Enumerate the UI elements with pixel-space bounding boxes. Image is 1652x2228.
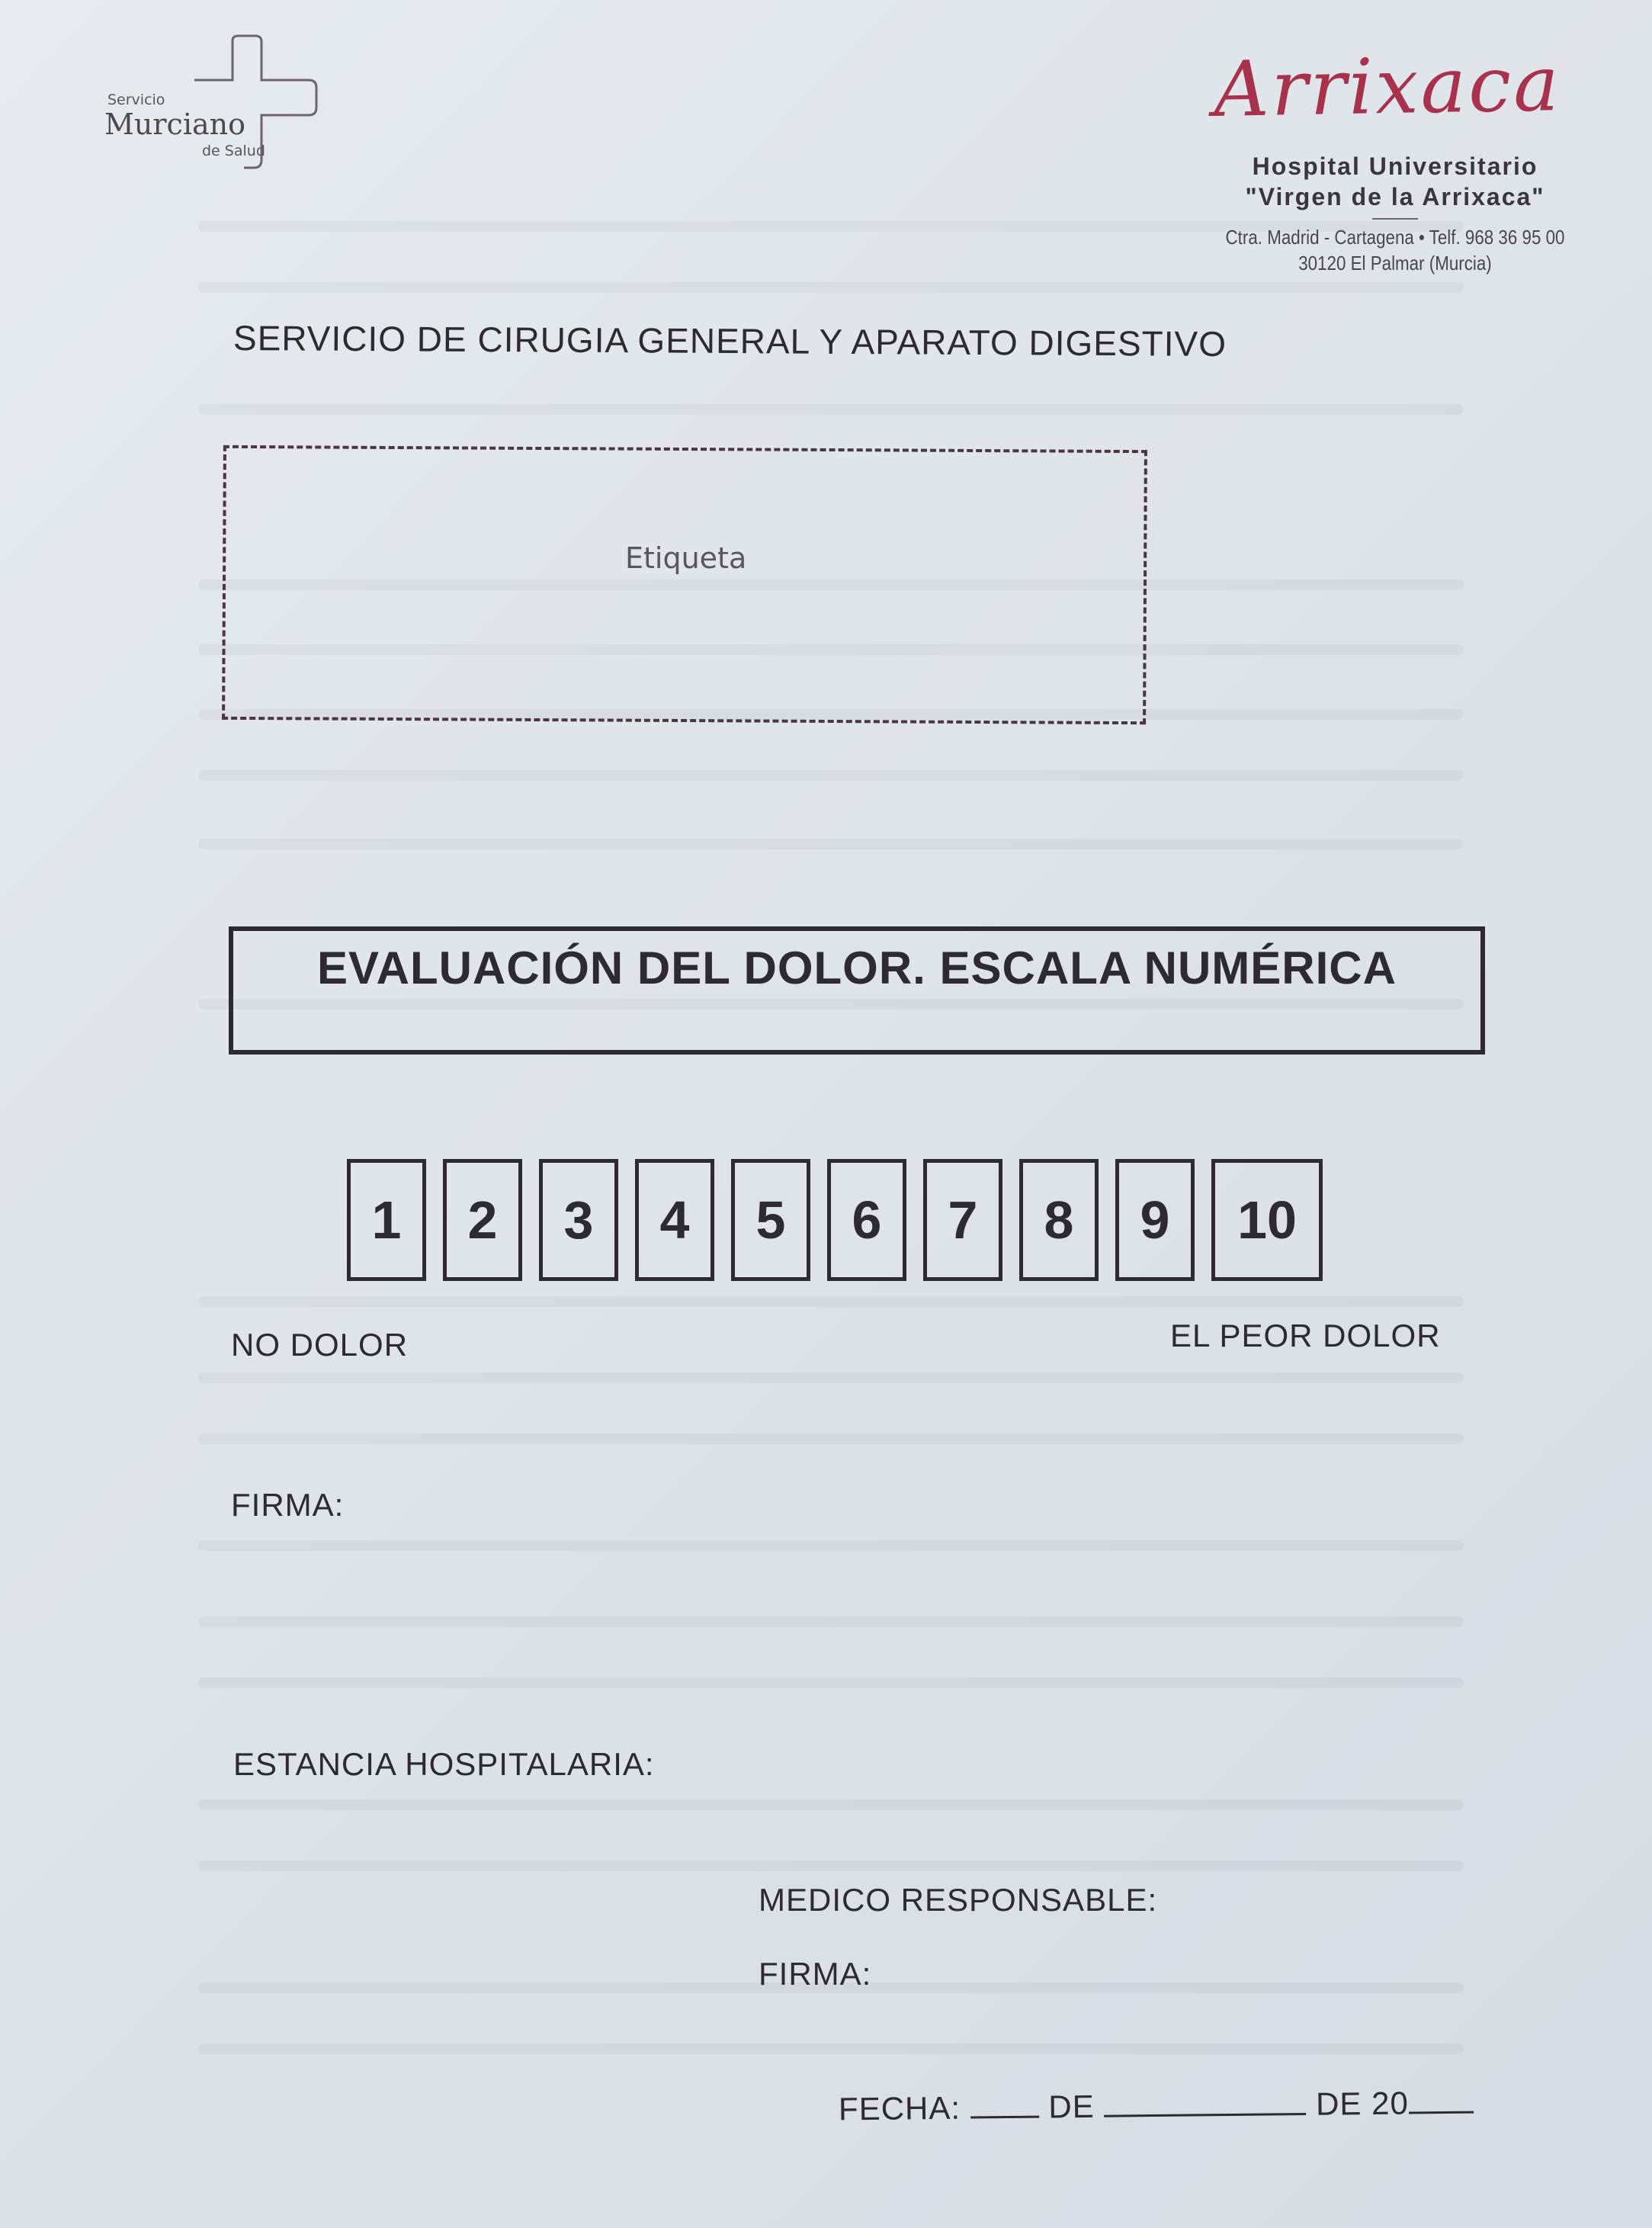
hospital-address1: Ctra. Madrid - Cartagena • Telf. 968 36 95 00 — [1225, 226, 1565, 249]
sms-line3: de Salud — [202, 143, 265, 159]
scale-option[interactable]: 6 — [827, 1159, 906, 1281]
scale-option[interactable]: 5 — [731, 1159, 810, 1281]
bleed-through-line — [198, 770, 1464, 781]
bleed-through-line — [198, 404, 1464, 415]
scale-option[interactable]: 9 — [1115, 1159, 1195, 1281]
hospital-address2: 30120 El Palmar (Murcia) — [1298, 252, 1492, 274]
sms-line1: Servicio — [107, 91, 165, 108]
bleed-through-line — [198, 1540, 1464, 1551]
bleed-through-line — [198, 1433, 1464, 1444]
date-field — [839, 2085, 1474, 2128]
day-blank[interactable] — [970, 2113, 1039, 2119]
hospital-line2: "Virgen de la Arrixaca" — [1245, 183, 1545, 210]
bleed-through-line — [198, 1860, 1464, 1871]
hospital-line1: Hospital Universitario — [1252, 152, 1538, 180]
sms-logo — [103, 34, 332, 187]
scale-option[interactable]: 2 — [443, 1159, 522, 1281]
pain-scale — [347, 1159, 1323, 1281]
service-title: SERVICIO DE CIRUGIA GENERAL Y APARATO DIGESTIVO — [233, 318, 1227, 364]
scale-min-label: NO DOLOR — [231, 1327, 409, 1363]
scale-option[interactable]: 10 — [1211, 1159, 1323, 1281]
bleed-through-line — [198, 1296, 1464, 1307]
bleed-through-line — [198, 282, 1464, 293]
scale-option[interactable]: 8 — [1019, 1159, 1099, 1281]
label-area — [222, 445, 1147, 724]
date-de-label: DE — [1048, 2088, 1095, 2125]
arrixaca-logo: Arrixaca — [1213, 39, 1562, 134]
date-label: FECHA: — [838, 2089, 961, 2127]
responsible-doctor-label: MEDICO RESPONSABLE: — [759, 1882, 1158, 1918]
patient-signature-label: FIRMA: — [231, 1487, 345, 1523]
bleed-through-line — [198, 1372, 1464, 1383]
bleed-through-line — [198, 2043, 1464, 2054]
bleed-through-line — [198, 1616, 1464, 1627]
year-blank[interactable] — [1409, 2108, 1474, 2114]
hospital-stay-label: ESTANCIA HOSPITALARIA: — [233, 1746, 655, 1782]
label-area-text: Etiqueta — [625, 541, 747, 575]
evaluation-title: EVALUACIÓN DEL DOLOR. ESCALA NUMÉRICA — [317, 942, 1397, 994]
date-year-label: DE 20 — [1315, 2085, 1410, 2122]
bleed-through-line — [198, 839, 1464, 849]
hospital-divider — [1372, 218, 1418, 220]
scale-option[interactable]: 4 — [635, 1159, 714, 1281]
sms-line2: Murciano — [104, 108, 245, 141]
scale-max-label: EL PEOR DOLOR — [1170, 1318, 1441, 1353]
scale-option[interactable]: 7 — [923, 1159, 1002, 1281]
bleed-through-line — [198, 1799, 1464, 1810]
doctor-signature-label: FIRMA: — [759, 1956, 872, 1992]
month-blank[interactable] — [1104, 2110, 1306, 2117]
scale-option[interactable]: 3 — [539, 1159, 618, 1281]
scale-option[interactable]: 1 — [347, 1159, 426, 1281]
bleed-through-line — [198, 1677, 1464, 1688]
